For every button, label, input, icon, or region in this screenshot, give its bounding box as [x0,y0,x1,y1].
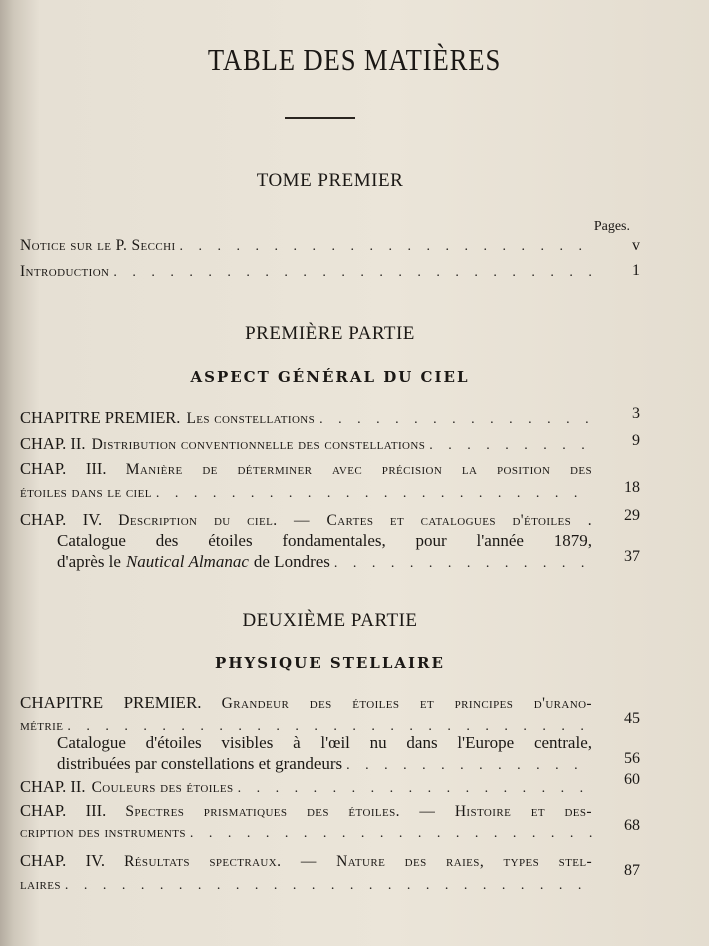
toc-subentry-continuation[interactable] [57,754,592,774]
toc-entry-continuation[interactable] [20,876,592,894]
leader-dots [429,438,592,454]
chapter-title: Spectres prismatiques des étoiles. — Histoire et des- [125,803,592,820]
toc-subentry[interactable] [57,531,592,551]
page-number: 3 [632,405,640,422]
toc-entry-chapter[interactable] [20,408,592,428]
chapter-title: Résultats spectraux. — Nature des raies, types stel- [124,853,593,870]
toc-subentry-continuation[interactable] [57,552,592,572]
chapter-title: Couleurs des étoiles [91,779,234,796]
toc-entry-continuation[interactable] [20,824,592,842]
tome-heading: TOME PREMIER [256,170,404,191]
chapter-number: CHAP. III. [20,459,107,478]
page-number: 56 [624,750,640,767]
chapter-number: CHAP. II. [20,777,86,796]
subentry-text: distribuées par constellations et grandeurs [57,754,343,773]
page-number: 9 [632,432,640,449]
toc-entry-continuation[interactable] [20,484,592,502]
toc-entry-chapter[interactable] [20,510,592,530]
page-title: TABLE DES MATIÈRES [207,42,502,77]
chapter-number: CHAPITRE PREMIER. [20,693,202,712]
subentry-title: Catalogue d'étoiles visibles à l'œil nu dans l'Europe centrale, [57,733,592,752]
toc-entry-chapter[interactable] [20,434,592,454]
toc-entry-chapter[interactable] [20,851,592,871]
page-number: 45 [624,710,640,727]
leader-dots [319,412,592,428]
subentry-text: d'après le [57,552,121,571]
leader-dots [65,878,592,894]
leader-dots [238,781,592,797]
chapter-title-continued: cription des instruments [20,824,186,841]
part-heading: DEUXIÈME PARTIE [242,610,418,631]
page-number: 87 [624,862,640,879]
pages-column-label: Pages. [593,219,630,234]
chapter-number: CHAP. IV. [20,851,106,870]
page-number: 29 [624,507,640,524]
entry-label: Introduction [20,263,110,280]
page-number: 37 [624,548,640,565]
subentry-text: de Londres [253,552,330,571]
toc-entry-chapter[interactable] [20,777,592,797]
part-subheading: ASPECT GÉNÉRAL DU CIEL [190,368,470,386]
chapter-number: CHAP. IV. [20,510,103,529]
subentry-title: Catalogue des étoiles fondamentales, pour l'année 1879, [57,531,592,550]
chapter-title-continued: laires [20,876,61,893]
leader-dots [156,486,592,502]
toc-entry-chapter[interactable] [20,801,592,821]
toc-entry-introduction[interactable] [20,263,592,281]
chapter-title: Manière de déterminer avec précision la position des [125,461,593,478]
chapter-title-continued: étoiles dans le ciel [20,484,152,501]
leader-dots [190,826,592,842]
chapter-title: Description du ciel. — Cartes et catalogues d'étoiles . [118,512,593,529]
page-number: 60 [624,771,640,788]
title-rule [285,117,355,119]
toc-entry-chapter[interactable] [20,459,592,479]
page-number: v [632,237,640,254]
chapter-number: CHAP. III. [20,801,107,820]
chapter-title-continued: métrie [20,717,64,734]
leader-dots [113,265,592,281]
entry-label: Notice sur le P. Secchi [20,237,176,254]
chapter-number: CHAPITRE PREMIER. [20,408,181,427]
page-number: 1 [632,262,640,279]
toc-entry-chapter[interactable] [20,693,592,713]
part-subheading: PHYSIQUE STELLAIRE [215,654,445,672]
page-number: 18 [624,479,640,496]
leader-dots [346,758,592,774]
chapter-title: Distribution conventionnelle des constellations [91,436,426,453]
chapter-title: Grandeur des étoiles et principes d'urano- [221,695,592,712]
page-number: 68 [624,817,640,834]
leader-dots [180,239,592,255]
toc-subentry[interactable] [57,733,592,753]
subentry-italic-title: Nautical Almanac [125,552,249,571]
chapter-number: CHAP. II. [20,434,86,453]
chapter-title: Les constellations [186,410,316,427]
leader-dots [334,556,592,572]
toc-entry-notice[interactable] [20,237,592,255]
part-heading: PREMIÈRE PARTIE [245,323,415,344]
